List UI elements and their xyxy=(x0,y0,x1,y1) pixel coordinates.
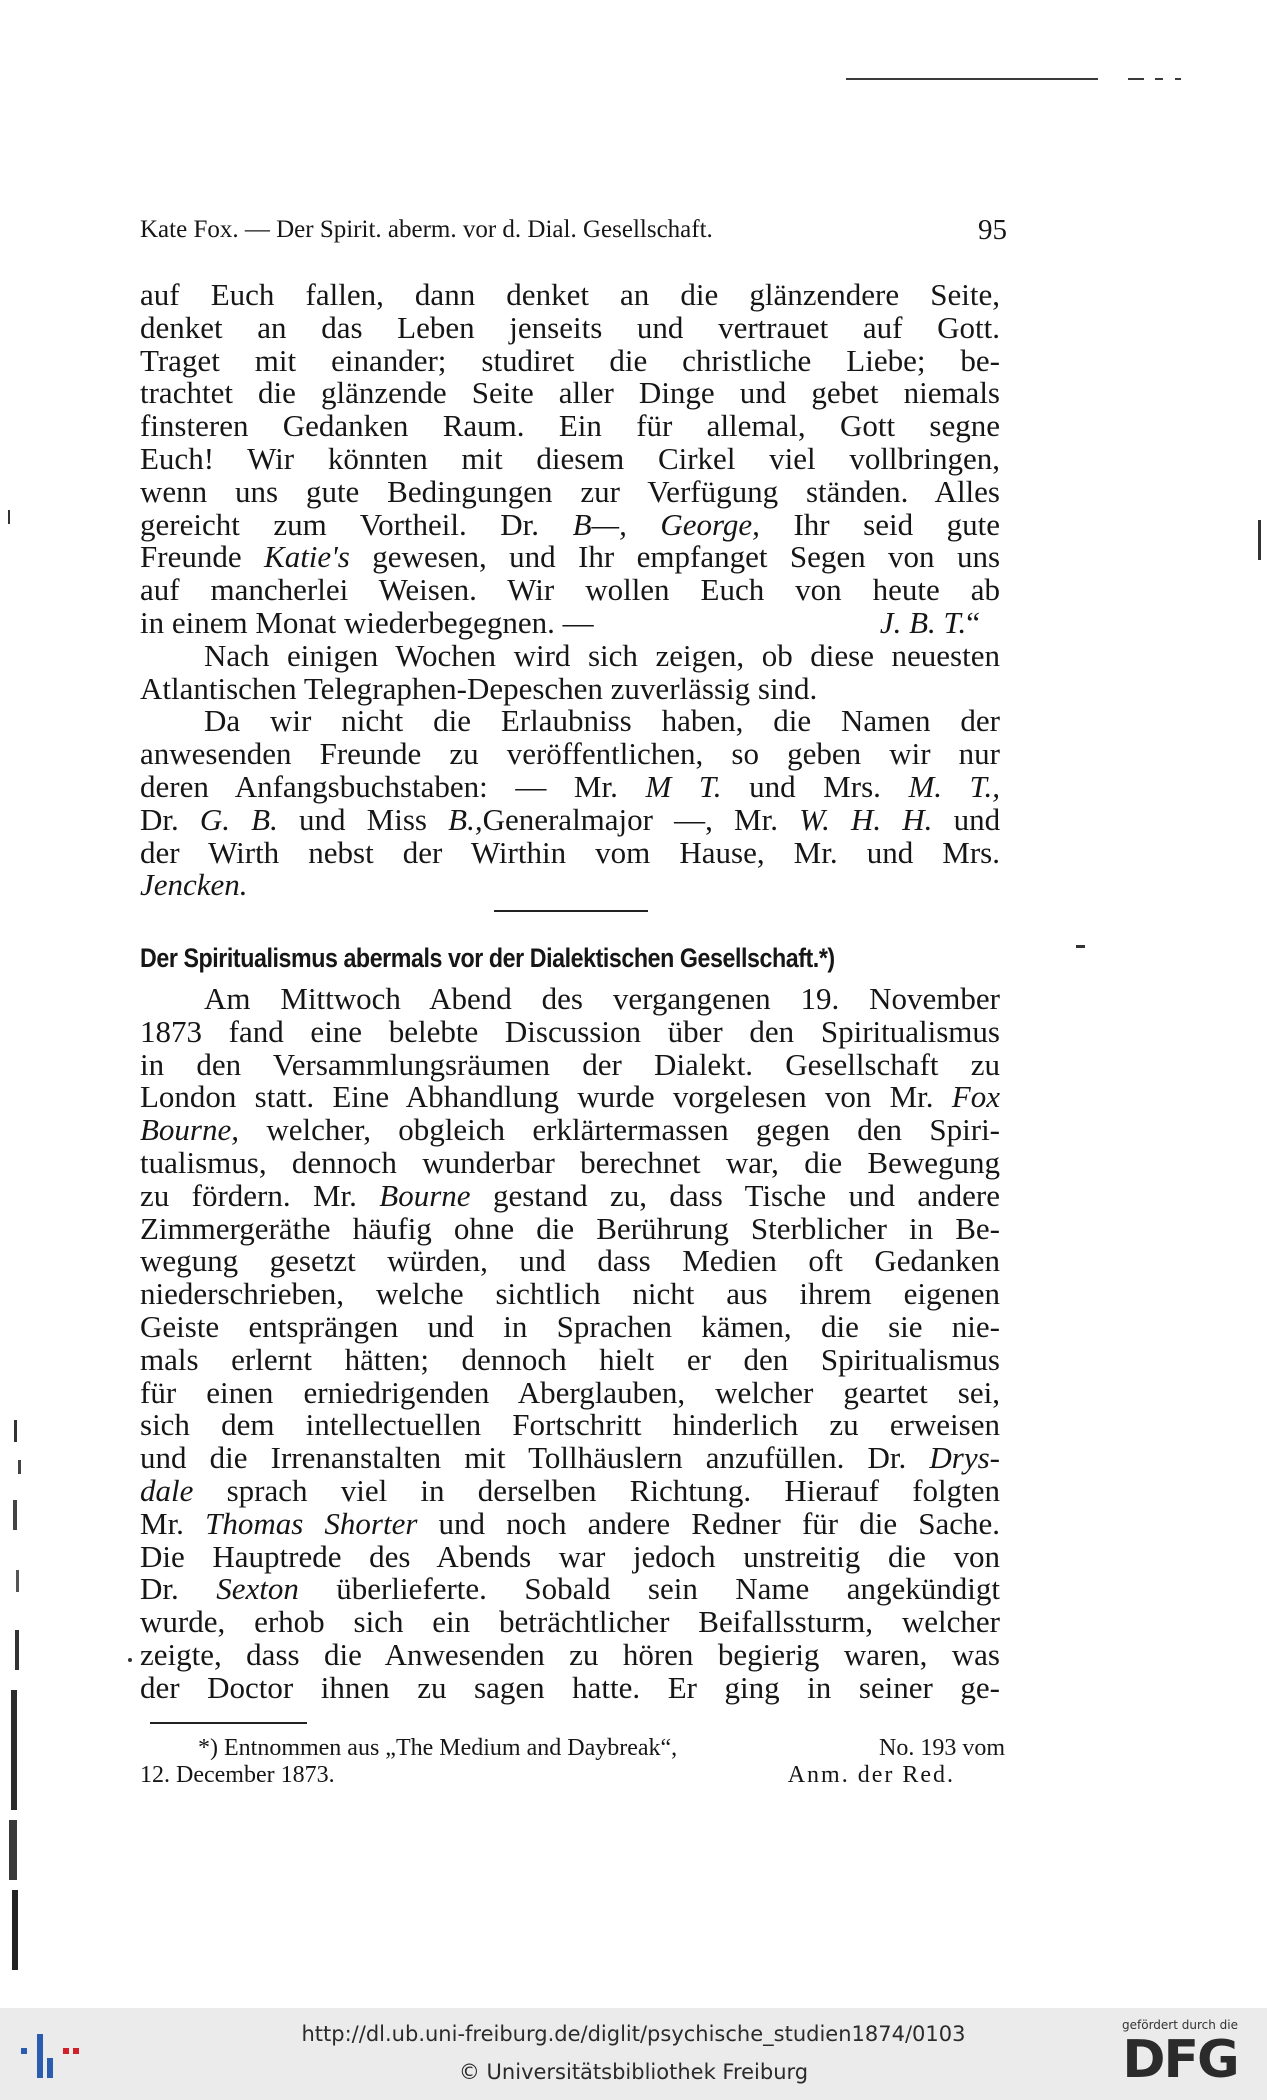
article-body xyxy=(140,983,1000,1705)
copyright-notice: © Universitätsbibliothek Freiburg xyxy=(458,2060,809,2084)
article-heading: Der Spiritualismus abermals vor der Dialektischen Gesellschaft.*) xyxy=(140,943,835,973)
text-line: dale sprach viel in derselben Richtung. Hierauf folgten xyxy=(140,1472,1001,1508)
text-line: auf Euch fallen, dann denket an die glänzendere Seite, xyxy=(140,277,1000,312)
footnote-line: *) Entnommen aus „The Medium and Daybreak“, No. 193 vom xyxy=(198,1735,1005,1761)
text-line: zeigte, dass die Anwesenden zu hören begierig waren, was xyxy=(140,1636,1000,1672)
text-line: trachtet die glänzende Seite aller Dinge und gebet niemals xyxy=(140,375,1000,411)
text-line: anwesenden Freunde zu veröffentlichen, so geben wir nur xyxy=(140,736,1000,772)
stray-mark xyxy=(8,510,10,524)
footnote-line: 12. December 1873. Anm. der Red. xyxy=(140,1762,955,1788)
text-line: Am Mittwoch Abend des vergangenen 19. November xyxy=(204,981,1000,1016)
stray-mark xyxy=(1258,520,1261,560)
top-rule-dash xyxy=(1175,78,1181,80)
text-line-signature: in einem Monat wiederbegegnen. — J. B. T.“ xyxy=(140,604,980,640)
top-rule-dash xyxy=(1155,78,1163,80)
text-line: sich dem intellectuellen Fortschritt hinderlich zu erweisen xyxy=(140,1407,1000,1443)
text-line: Traget mit einander; studiret die christliche Liebe; be- xyxy=(140,342,1000,378)
text-line: gereicht zum Vortheil. Dr. B—, George, Ihr seid gute xyxy=(140,506,1000,542)
text-line: Euch! Wir könnten mit diesem Cirkel viel vollbringen, xyxy=(140,440,1000,476)
text-line: der Wirth nebst der Wirthin vom Hause, Mr. und Mrs. xyxy=(140,834,1000,870)
sponsor-block xyxy=(1105,2018,1255,2088)
text-line: London statt. Eine Abhandlung wurde vorgelesen von Mr. Fox xyxy=(140,1079,1000,1115)
text-line: Mr. Thomas Shorter und noch andere Redner für die Sache. xyxy=(140,1505,1001,1541)
text-line: Dr. G. B. und Miss B.,Generalmajor —, Mr. W. H. H. und xyxy=(140,801,1001,837)
text-line: wegung gesetzt würden, und dass Medien oft Gedanken xyxy=(140,1243,1000,1279)
text-line: für einen erniedrigenden Aberglauben, welcher geartet sei, xyxy=(140,1374,1000,1410)
text-line: Atlantischen Telegraphen-Depeschen zuverlässig sind. xyxy=(140,670,818,706)
text-line: Da wir nicht die Erlaubniss haben, die Namen der xyxy=(204,703,1000,739)
letter-continuation xyxy=(140,279,1000,902)
text-line: finsteren Gedanken Raum. Ein für allemal, Gott segne xyxy=(140,408,1000,444)
text-line: Zimmergeräthe häufig ohne die Berührung Sterblicher in Be- xyxy=(140,1210,1000,1246)
text-line: der Doctor ihnen zu sagen hatte. Er ging in seiner ge- xyxy=(140,1669,1000,1705)
page-number: 95 xyxy=(978,214,1007,246)
text-line: zu fördern. Mr. Bourne gestand zu, dass Tische und andere xyxy=(140,1177,1000,1213)
running-head xyxy=(140,210,1007,250)
text-line: denket an das Leben jenseits und vertrauet auf Gott. xyxy=(140,309,1000,345)
sponsor-note: gefördert durch die xyxy=(1122,2018,1238,2032)
section-divider xyxy=(494,910,648,912)
text-line: niederschrieben, welche sichtlich nicht aus ihrem eigenen xyxy=(140,1276,1000,1312)
text-line: Die Hauptrede des Abends war jedoch unstreitig die von xyxy=(140,1538,1000,1574)
stray-speck xyxy=(1076,945,1085,948)
text-line: tualismus, dennoch wunderbar berechnet war, die Bewegung xyxy=(140,1144,1000,1180)
stray-mark xyxy=(128,1658,132,1662)
text-line: wurde, erhob sich ein beträchtlicher Beifallssturm, welcher xyxy=(140,1604,1000,1640)
text-line: Dr. Sexton überlieferte. Sobald sein Name angekündigt xyxy=(140,1571,1000,1607)
top-rule xyxy=(846,78,1098,80)
footer-bar xyxy=(0,2008,1267,2100)
permalink-url[interactable]: http://dl.ub.uni-freiburg.de/diglit/psychische_studien1874/0103 xyxy=(301,2022,966,2046)
signature: J. B. T. xyxy=(879,604,967,640)
text-line: in den Versammlungsräumen der Dialekt. Gesellschaft zu xyxy=(140,1046,1000,1082)
top-rule-dash xyxy=(1128,78,1144,80)
dfg-logo: DFG xyxy=(1122,2030,1238,2090)
text-line: Nach einigen Wochen wird sich zeigen, ob diese neuesten xyxy=(204,637,1000,673)
text-line: 1873 fand eine belebte Discussion über den Spiritualismus xyxy=(140,1013,1000,1049)
binding-margin-marks xyxy=(4,1420,26,1980)
text-line: mals erlernt hätten; dennoch hielt er den Spiritualismus xyxy=(140,1341,1000,1377)
text-line: deren Anfangsbuchstaben: — Mr. M T. und Mrs. M. T., xyxy=(140,768,1001,804)
text-line: auf mancherlei Weisen. Wir wollen Euch von heute ab xyxy=(140,572,1000,608)
text-line: Freunde Katie's gewesen, und Ihr empfanget Segen von uns xyxy=(140,539,1001,575)
text-line: Bourne, welcher, obgleich erklärtermassen gegen den Spiri- xyxy=(140,1112,1001,1148)
text-line: Jencken. xyxy=(140,867,248,903)
text-line: und die Irrenanstalten mit Tollhäuslern anzufüllen. Dr. Drys- xyxy=(140,1440,1000,1476)
footnote xyxy=(140,1735,1005,1789)
running-head-title: Kate Fox. — Der Spirit. aberm. vor d. Dial. Gesellschaft. xyxy=(140,216,713,243)
footnote-rule xyxy=(150,1722,307,1724)
text-line: wenn uns gute Bedingungen zur Verfügung ständen. Alles xyxy=(140,473,1000,509)
text-line: Geiste entsprängen und in Sprachen kämen, die sie nie- xyxy=(140,1308,1000,1344)
